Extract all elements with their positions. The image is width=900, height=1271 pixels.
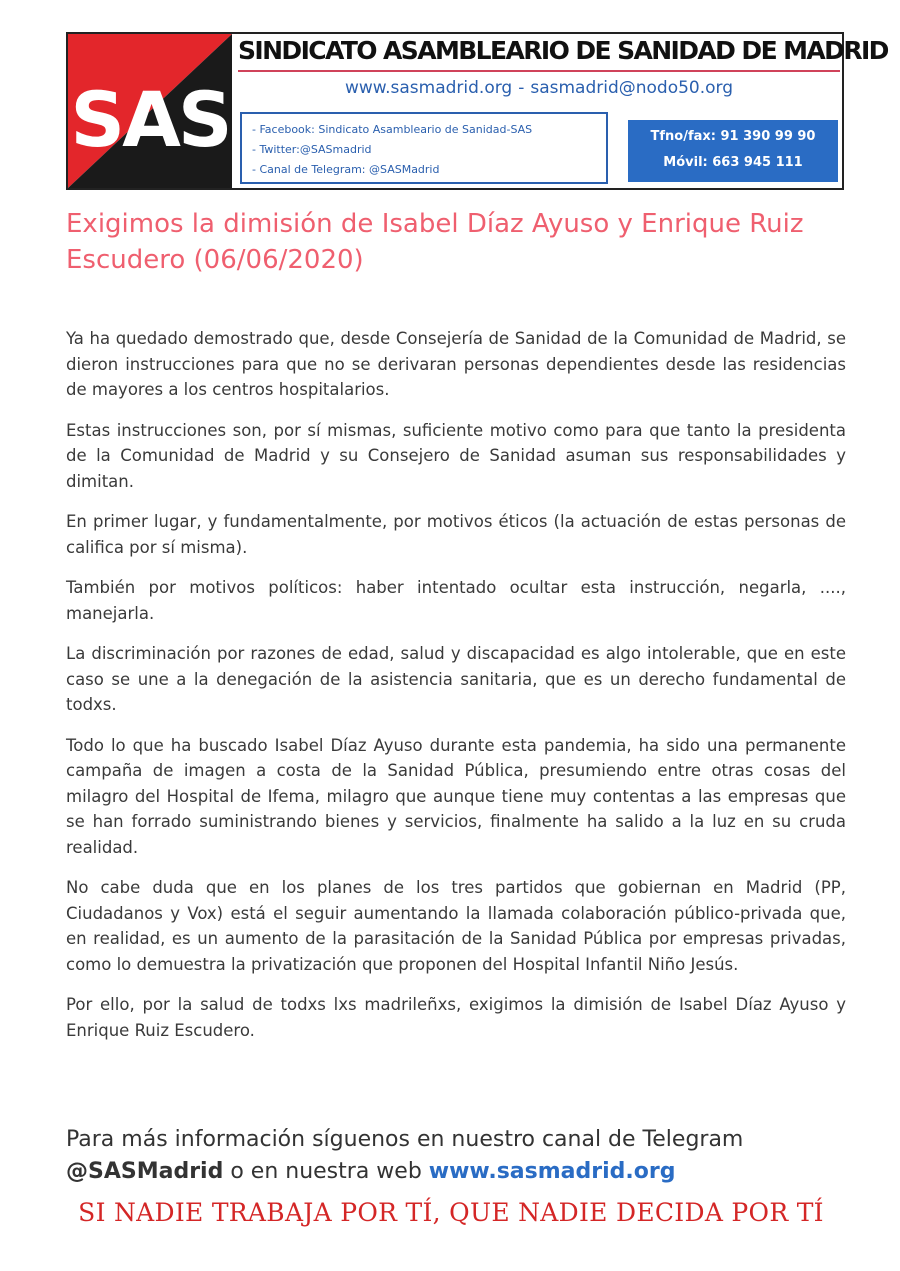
sas-logo xyxy=(68,34,232,188)
letterhead xyxy=(66,32,888,190)
twitter-link[interactable]: - Twitter:@SASmadrid xyxy=(252,143,372,156)
org-name: SINDICATO ASAMBLEARIO DE SANIDAD DE MADRID xyxy=(238,36,888,65)
mobile-number: Móvil: 663 945 111 xyxy=(663,155,803,170)
social-links-box xyxy=(240,112,608,184)
document-title: Exigimos la dimisión de Isabel Díaz Ayuso y Enrique Ruiz Escudero (06/06/2020) xyxy=(66,209,804,275)
footer-info-text: Para más información síguenos en nuestro canal de Telegram xyxy=(66,1127,744,1152)
website-link[interactable]: www.sasmadrid.org xyxy=(344,78,513,98)
paragraph: Estas instrucciones son, por sí mismas, suficiente motivo como para que tanto la presidenta de la Comunidad de Madrid y su Consejero de Sanidad asuman sus responsabilidades y dimitan. xyxy=(66,420,846,491)
phone-number: Tfno/fax: 91 390 99 90 xyxy=(650,129,816,144)
link-separator: - xyxy=(518,78,525,98)
footer-info xyxy=(66,1124,856,1188)
facebook-link[interactable]: - Facebook: Sindicato Asambleario de Sanidad-SAS xyxy=(252,123,533,136)
header-divider xyxy=(238,70,840,72)
sas-logo-graphic xyxy=(68,34,232,188)
document-body xyxy=(66,326,846,1058)
paragraph: Todo lo que ha buscado Isabel Díaz Ayuso durante esta pandemia, ha sido una permanente campaña de imagen a costa de la Sanidad Pública, presumiendo entre otras cosas del milagro del Hospital de Ifema, milagro que aunque tiene muy contentas a las empresas que se han forrado suministrando bienes y servicios, finalmente ha salido a la luz en su cruda realidad. xyxy=(66,735,846,857)
contact-links xyxy=(238,78,840,98)
phone-box xyxy=(628,120,838,182)
telegram-link[interactable]: - Canal de Telegram: @SASMadrid xyxy=(252,163,440,176)
paragraph: Por ello, por la salud de todxs lxs madrileñxs, exigimos la dimisión de Isabel Díaz Ayuso y Enrique Ruiz Escudero. xyxy=(66,995,846,1040)
footer-website-link[interactable]: www.sasmadrid.org xyxy=(428,1159,676,1184)
footer-info-middle: o en nuestra web xyxy=(223,1159,429,1184)
paragraph: En primer lugar, y fundamentalmente, por motivos éticos (la actuación de estas personas de califica por sí misma). xyxy=(66,512,846,557)
logo-text: SAS xyxy=(70,75,230,164)
paragraph: No cabe duda que en los planes de los tres partidos que gobiernan en Madrid (PP, Ciudadanos y Vox) está el seguir aumentando la llamada colaboración público-privada que, en realidad, es un aumento de la parasitación de la Sanidad Pública por empresas privadas, como lo demuestra la privatización que proponen del Hospital Infantil Niño Jesús. xyxy=(66,878,846,974)
paragraph: También por motivos políticos: haber intentado ocultar esta instrucción, negarla, ...., manejarla. xyxy=(66,578,846,623)
email-link[interactable]: sasmadrid@nodo50.org xyxy=(530,78,734,98)
paragraph: Ya ha quedado demostrado que, desde Consejería de Sanidad de la Comunidad de Madrid, se dieron instrucciones para que no se derivaran personas dependientes desde las residencias de mayores a los centros hospitalarios. xyxy=(66,329,846,399)
motto: SI NADIE TRABAJA POR TÍ, QUE NADIE DECIDA POR TÍ xyxy=(78,1198,824,1227)
telegram-handle[interactable]: @SASMadrid xyxy=(66,1159,224,1184)
paragraph: La discriminación por razones de edad, salud y discapacidad es algo intolerable, que en este caso se une a la denegación de la asistencia sanitaria, que es un derecho fundamental de todxs. xyxy=(66,644,846,714)
